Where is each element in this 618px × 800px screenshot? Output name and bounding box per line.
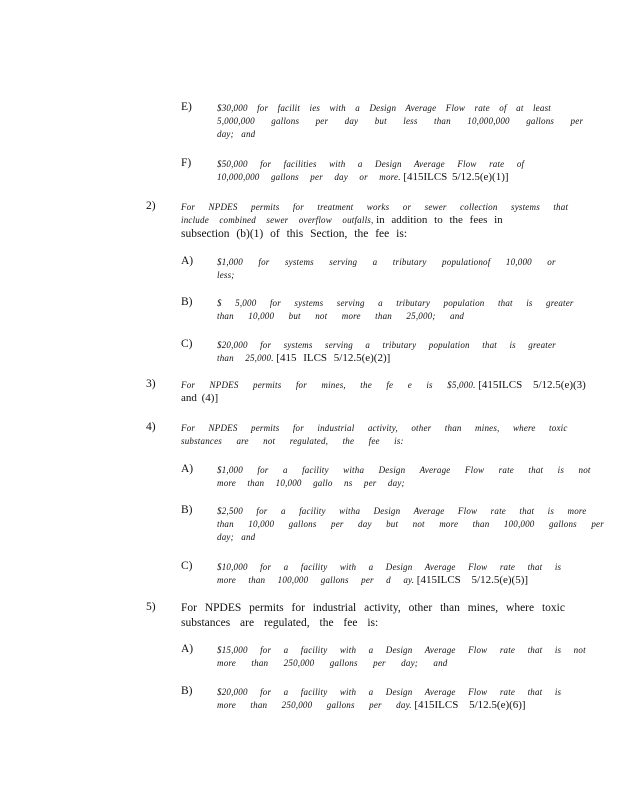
text-span: 10,000,000 gallons per day or more.: [217, 172, 401, 182]
text-span: more than 100,000 gallons per d ay.: [217, 575, 415, 585]
text-line: subsection (b)(1) of this Section, the fee is:: [181, 228, 408, 240]
text-line: than 10,000 gallons per day but not more than 100,000 gallons per: [217, 519, 604, 529]
text-line: 5,000,000 gallons per day but less than 10,000,000 gallons per: [217, 116, 584, 126]
item-label: 5): [146, 601, 156, 613]
paragraph-4a: [217, 464, 591, 490]
text-line: $ 5,000 for systems serving a tributary population that is greater: [217, 298, 574, 308]
paragraph-5: [181, 601, 565, 630]
text-line: $2,500 for a facility witha Design Average Flow rate that is more: [217, 506, 587, 516]
text-line: $50,000 for facilities with a Design Average Flow rate of: [217, 159, 525, 169]
text-span: more than 250,000 gallons per day.: [217, 700, 412, 710]
item-label: C): [181, 560, 193, 572]
paragraph-2b: [217, 297, 574, 323]
text-span: than 25,000.: [217, 353, 274, 363]
citation: [415ILCS 5/12.5(e)(3): [478, 379, 586, 391]
paragraph-2a: [217, 256, 556, 282]
text-line: than 10,000 but not more than 25,000; and: [217, 311, 465, 321]
paragraph-5a: [217, 644, 586, 670]
citation: [415 ILCS 5/12.5(e)(2)]: [276, 352, 391, 364]
citation: [415ILCS 5/12.5(e)(6)]: [414, 699, 526, 711]
item-label: B): [181, 504, 193, 516]
item-label: A): [181, 463, 194, 475]
text-line: substances are regulated, the fee is:: [181, 616, 379, 629]
paragraph-4c: [217, 561, 562, 587]
paragraph-3: [181, 379, 586, 405]
paragraph-5b: [217, 686, 562, 712]
text-span: include combined sewer overflow outfalls,: [181, 215, 374, 225]
text-line: $20,000 for a facility with a Design Average Flow rate that is: [217, 687, 562, 697]
citation: [415ILCS 5/12.5(e)(5)]: [416, 574, 529, 586]
paragraph-e: [217, 102, 584, 141]
item-label: C): [181, 338, 193, 350]
text-line: more than 10,000 gallo ns per day;: [217, 478, 405, 488]
item-label: A): [181, 255, 194, 267]
text-line: day; and: [217, 129, 256, 139]
text-span: For NPDES permits for mines, the fe e is $5,000.: [181, 380, 476, 390]
text-span: in addition to the fees in: [376, 214, 503, 226]
item-label: A): [181, 643, 194, 655]
text-line: $1,000 for a facility witha Design Average Flow rate that is not: [217, 465, 591, 475]
text-line: For NPDES permits for treatment works or sewer collection systems that: [181, 202, 569, 212]
text-line: $10,000 for a facility with a Design Average Flow rate that is: [217, 562, 562, 572]
paragraph-4b: [217, 505, 604, 544]
item-label: E): [181, 101, 192, 113]
text-line: $20,000 for systems serving a tributary population that is greater: [217, 340, 556, 350]
paragraph-2: [181, 201, 569, 242]
text-line: $15,000 for a facility with a Design Average Flow rate that is not: [217, 645, 586, 655]
text-line: more than 250,000 gallons per day; and: [217, 658, 448, 668]
text-line: and (4)]: [181, 392, 219, 404]
item-label: 3): [146, 378, 156, 390]
paragraph-f: [217, 158, 525, 184]
text-line: day; and: [217, 532, 256, 542]
item-label: F): [181, 157, 192, 169]
paragraph-4: [181, 422, 568, 448]
citation: [415ILCS 5/12.5(e)(1)]: [403, 171, 509, 183]
paragraph-2c: [217, 339, 556, 365]
item-label: B): [181, 296, 193, 308]
item-label: B): [181, 685, 193, 697]
item-label: 4): [146, 421, 156, 433]
text-line: For NPDES permits for industrial activity, other than mines, where toxic: [181, 602, 565, 614]
item-label: 2): [146, 200, 156, 212]
text-line: less;: [217, 270, 235, 280]
text-line: substances are not regulated, the fee is:: [181, 436, 404, 446]
text-line: $30,000 for facilit ies with a Design Average Flow rate of at least: [217, 103, 551, 113]
text-line: $1,000 for systems serving a tributary populationof 10,000 or: [217, 257, 556, 267]
text-line: For NPDES permits for industrial activity, other than mines, where toxic: [181, 423, 568, 433]
